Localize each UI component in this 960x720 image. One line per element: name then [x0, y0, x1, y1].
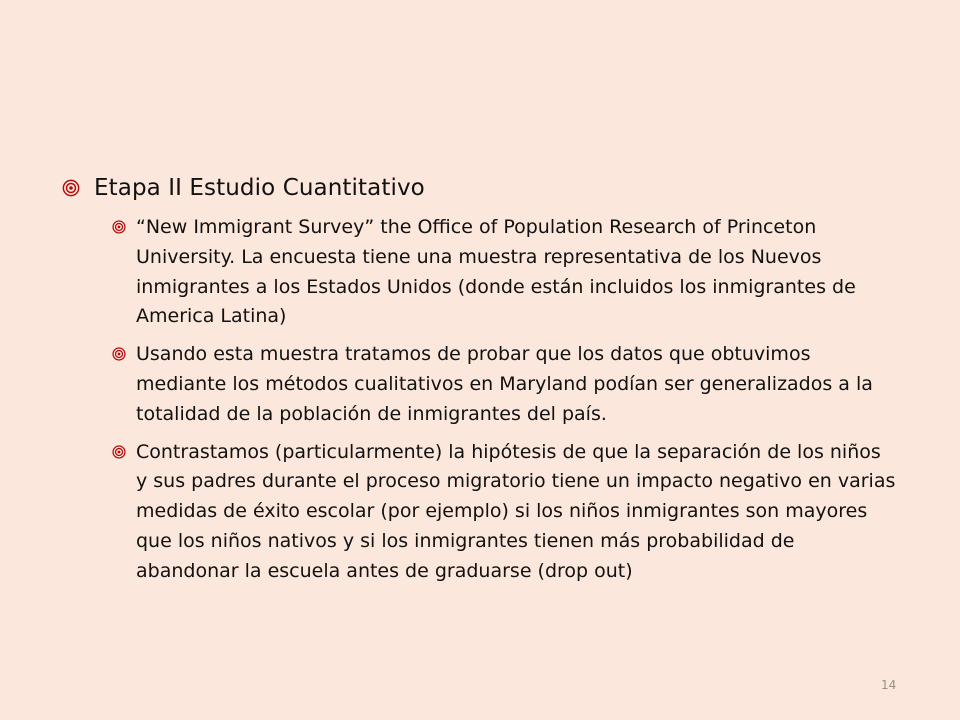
main-bullet [62, 172, 425, 204]
sub-bullet-hypothesis [112, 438, 912, 587]
main-bullet-text: Etapa II Estudio Cuantitativo [94, 175, 425, 201]
sub-bullet-text: Usando esta muestra tratamos de probar que los datos que obtuvimos mediante los métodos cualitativos en Maryland podían ser generalizados a la totalidad de la población de inmigrantes del país. [136, 343, 873, 425]
page-number: 14 [881, 678, 897, 692]
sub-bullet-survey [112, 213, 912, 332]
target-bullet-icon [112, 220, 126, 234]
sub-bullet-text: Contrastamos (particularmente) la hipótesis de que la separación de los niños y sus padres durante el proceso migratorio tiene un impacto negativo en varias medidas de éxito escolar (por ejemplo) si los niños inmigrantes son mayores que los niños nativos y si los inmigrantes tienen más probabilidad de abandonar la escuela antes de graduarse (drop out) [136, 440, 896, 582]
sub-bullet-list [112, 213, 912, 595]
target-bullet-icon [112, 347, 126, 361]
target-bullet-icon [112, 445, 126, 459]
sub-bullet-sample [112, 340, 912, 429]
sub-bullet-text: “New Immigrant Survey” the Office of Population Research of Princeton University. La encuesta tiene una muestra representativa de los Nuevos inmigrantes a los Estados Unidos (donde están incluidos los inmigrantes de America Latina) [136, 216, 856, 328]
target-bullet-icon [62, 179, 80, 197]
